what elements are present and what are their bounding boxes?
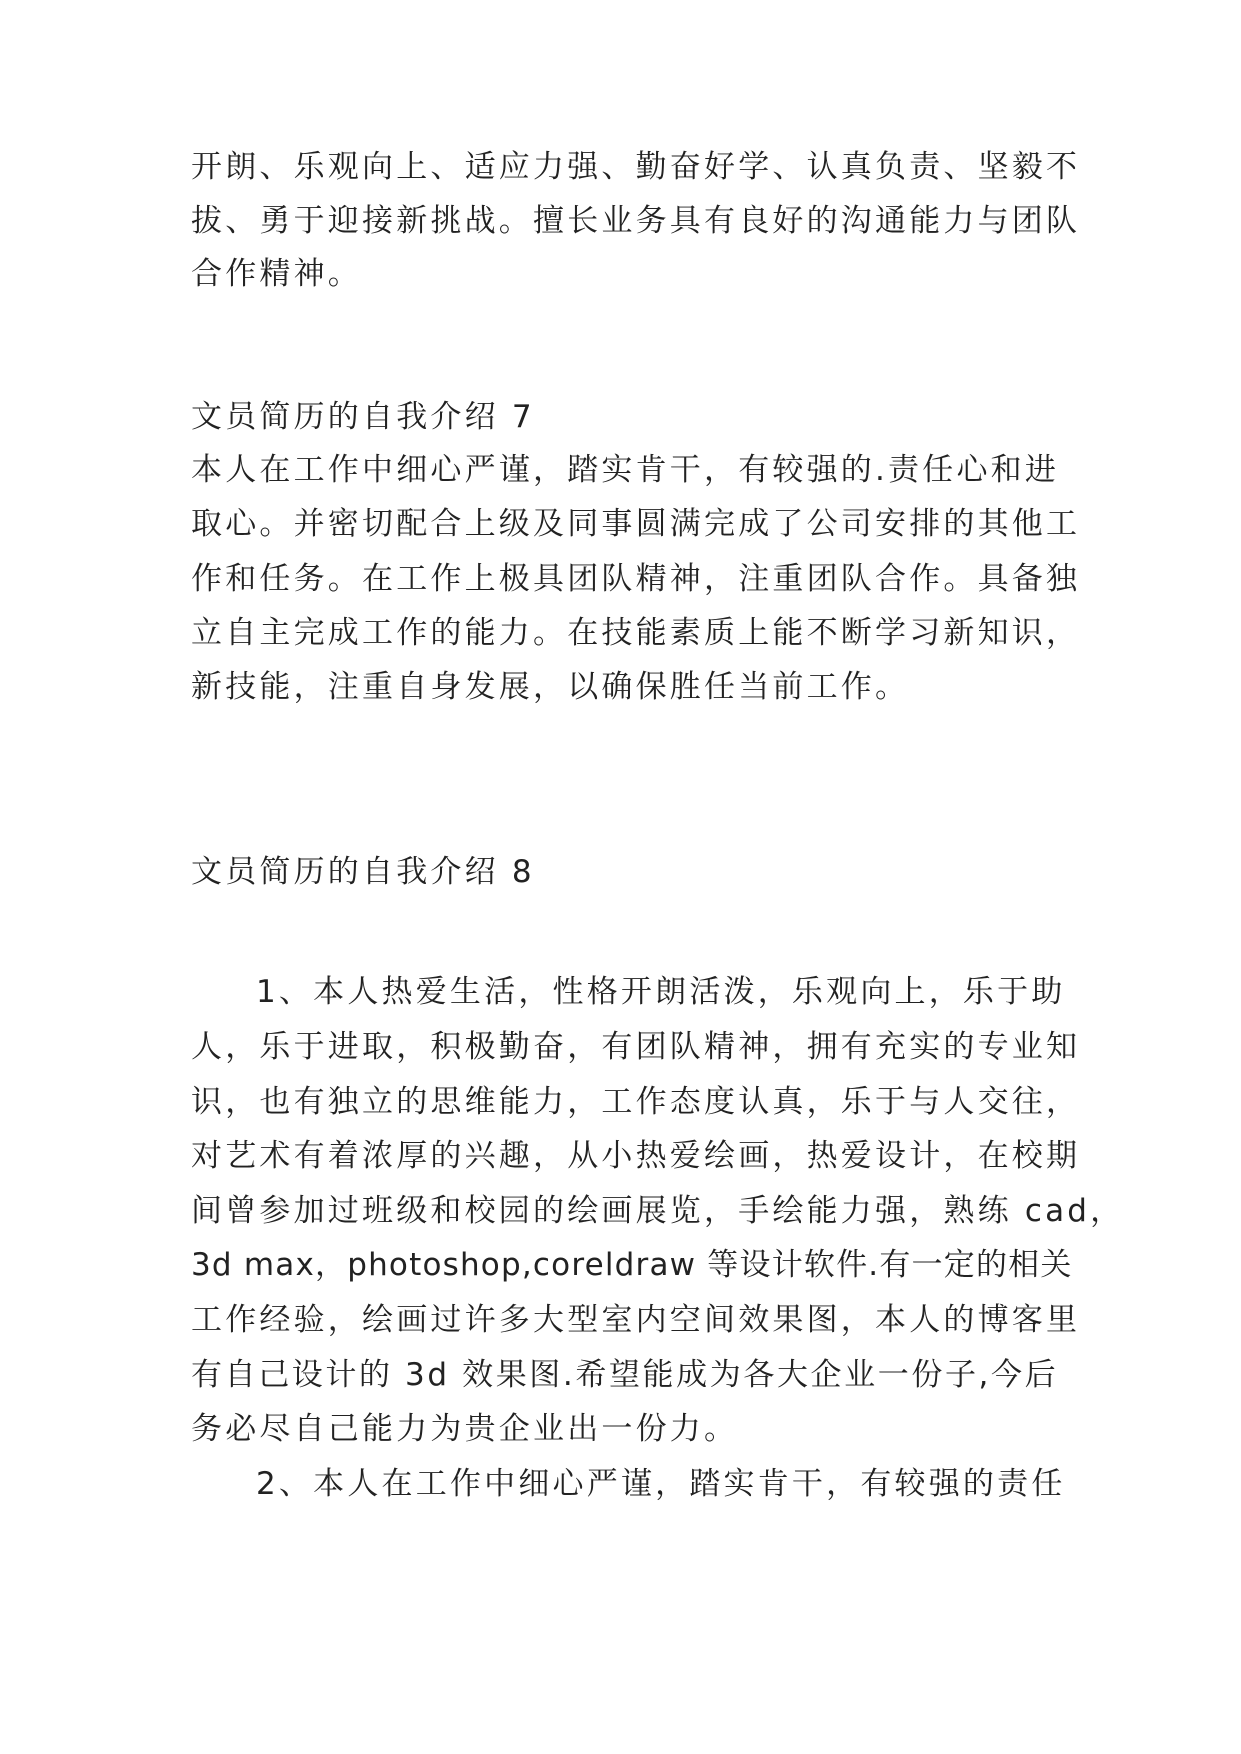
paragraph-line: 对艺术有着浓厚的兴趣，从小热爱绘画，热爱设计，在校期: [191, 1138, 1081, 1174]
paragraph-line: 2、本人在工作中细心严谨，踏实肯干，有较强的责任: [256, 1466, 1066, 1502]
paragraph-line: 立自主完成工作的能力。在技能素质上能不断学习新知识，: [191, 615, 1081, 651]
section-heading: 文员简历的自我介绍 7: [191, 399, 535, 435]
paragraph-line: 识，也有独立的思维能力，工作态度认真，乐于与人交往，: [191, 1084, 1081, 1120]
paragraph-line: 务必尽自己能力为贵企业出一份力。: [191, 1411, 739, 1447]
paragraph-line: 拔、勇于迎接新挑战。擅长业务具有良好的沟通能力与团队: [191, 203, 1081, 239]
paragraph-line: 本人在工作中细心严谨，踏实肯干，有较强的.责任心和进: [191, 452, 1060, 488]
paragraph-line: 工作经验，绘画过许多大型室内空间效果图，本人的博客里: [191, 1302, 1081, 1338]
paragraph-line: 1、本人热爱生活，性格开朗活泼，乐观向上，乐于助: [256, 974, 1066, 1010]
paragraph-line: 作和任务。在工作上极具团队精神，注重团队合作。具备独: [191, 561, 1081, 597]
paragraph-line: 3d max，photoshop,coreldraw 等设计软件.有一定的相关: [191, 1247, 1073, 1283]
section-heading: 文员简历的自我介绍 8: [191, 854, 535, 890]
paragraph-line: 新技能，注重自身发展，以确保胜任当前工作。: [191, 669, 910, 705]
paragraph-line: 合作精神。: [191, 256, 362, 292]
paragraph-line: 开朗、乐观向上、适应力强、勤奋好学、认真负责、坚毅不: [191, 149, 1081, 185]
paragraph-line: 取心。并密切配合上级及同事圆满完成了公司安排的其他工: [191, 506, 1081, 542]
paragraph-line: 人，乐于进取，积极勤奋，有团队精神，拥有充实的专业知: [191, 1029, 1081, 1065]
paragraph-line: 间曾参加过班级和校园的绘画展览，手绘能力强，熟练 cad，: [191, 1193, 1125, 1229]
paragraph-line: 有自己设计的 3d 效果图.希望能成为各大企业一份子,今后: [191, 1357, 1059, 1393]
